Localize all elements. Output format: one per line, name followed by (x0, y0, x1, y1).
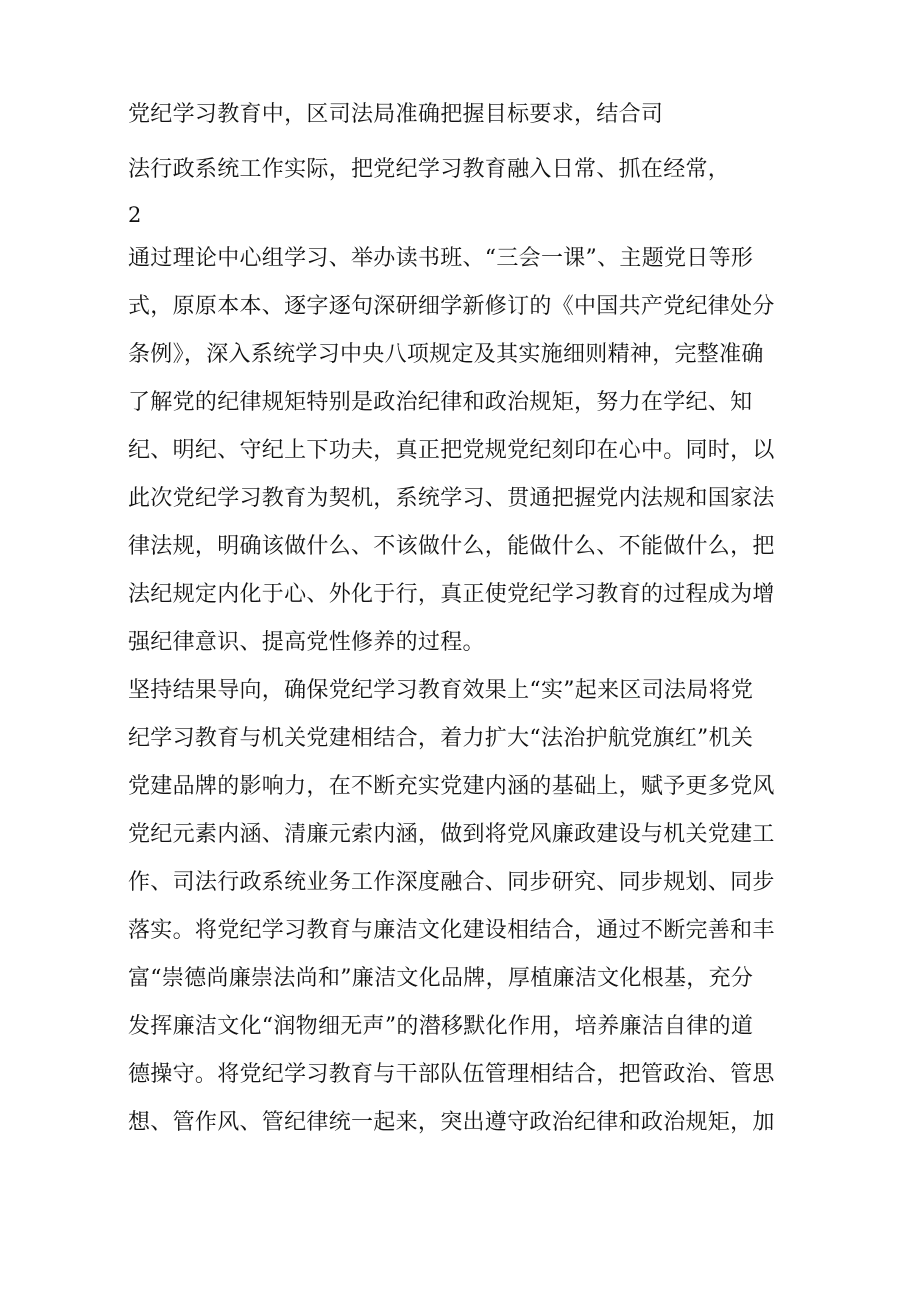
text-line: 德操守。将党纪学习教育与干部队伍管理相结合，把管政治、管思 (128, 1062, 775, 1087)
text-line: 发挥廉洁文化“润物细无声”的潜移默化作用，培养廉洁自律的道 (128, 1014, 754, 1039)
text-line: 式，原原本本、逐字逐句深研细学新修订的《中国共产党纪律处分 (128, 294, 775, 319)
page-number: 2 (128, 203, 142, 227)
text-line: 律法规，明确该做什么、不该做什么，能做什么、不能做什么，把 (128, 534, 775, 559)
text-line: 作、司法行政系统业务工作深度融合、同步研究、同步规划、同步 (128, 870, 775, 895)
text-line: 此次党纪学习教育为契机，系统学习、贯通把握党内法规和国家法 (128, 486, 775, 511)
text-line: 党纪元素内涵、清廉元索内涵，做到将党风廉政建设与机关党建工 (128, 822, 775, 847)
text-line: 党建品牌的影响力，在不断充实党建内涵的基础上，赋予更多党风 (128, 774, 775, 799)
text-line: 纪、明纪、守纪上下功夫，真正把党规党纪刻印在心中。同时，以 (128, 438, 775, 463)
text-line: 落实。将党纪学习教育与廉洁文化建设相结合，通过不断完善和丰 (128, 918, 775, 943)
text-line: 条例》，深入系统学习中央八项规定及其实施细则精神，完整准确 (128, 342, 764, 367)
text-line: 富“崇德尚廉崇法尚和”廉洁文化品牌，厚植廉洁文化根基，充分 (128, 966, 754, 991)
text-line: 党纪学习教育中，区司法局准确把握目标要求，结合司 (128, 102, 664, 127)
text-line: 法纪规定内化于心、外化于行，真正使党纪学习教育的过程成为增 (128, 582, 775, 607)
text-line: 了解党的纪律规矩特别是政治纪律和政治规矩，努力在学纪、知 (128, 390, 753, 415)
text-line: 法行政系统工作实际，把党纪学习教育融入日常、抓在经常， (128, 157, 731, 182)
text-line: 坚持结果导向，确保党纪学习教育效果上“实”起来区司法局将党 (128, 678, 754, 703)
text-line: 强纪律意识、提高党性修养的过程。 (128, 630, 485, 655)
text-line: 通过理论中心组学习、举办读书班、“三会一课”、主题党日等形 (128, 246, 754, 271)
text-line: 想、管作风、管纪律统一起来，突出遵守政治纪律和政治规矩，加 (128, 1110, 775, 1135)
text-line: 纪学习教育与机关党建相结合，着力扩大“法治护航党旗红”机关 (128, 726, 754, 751)
